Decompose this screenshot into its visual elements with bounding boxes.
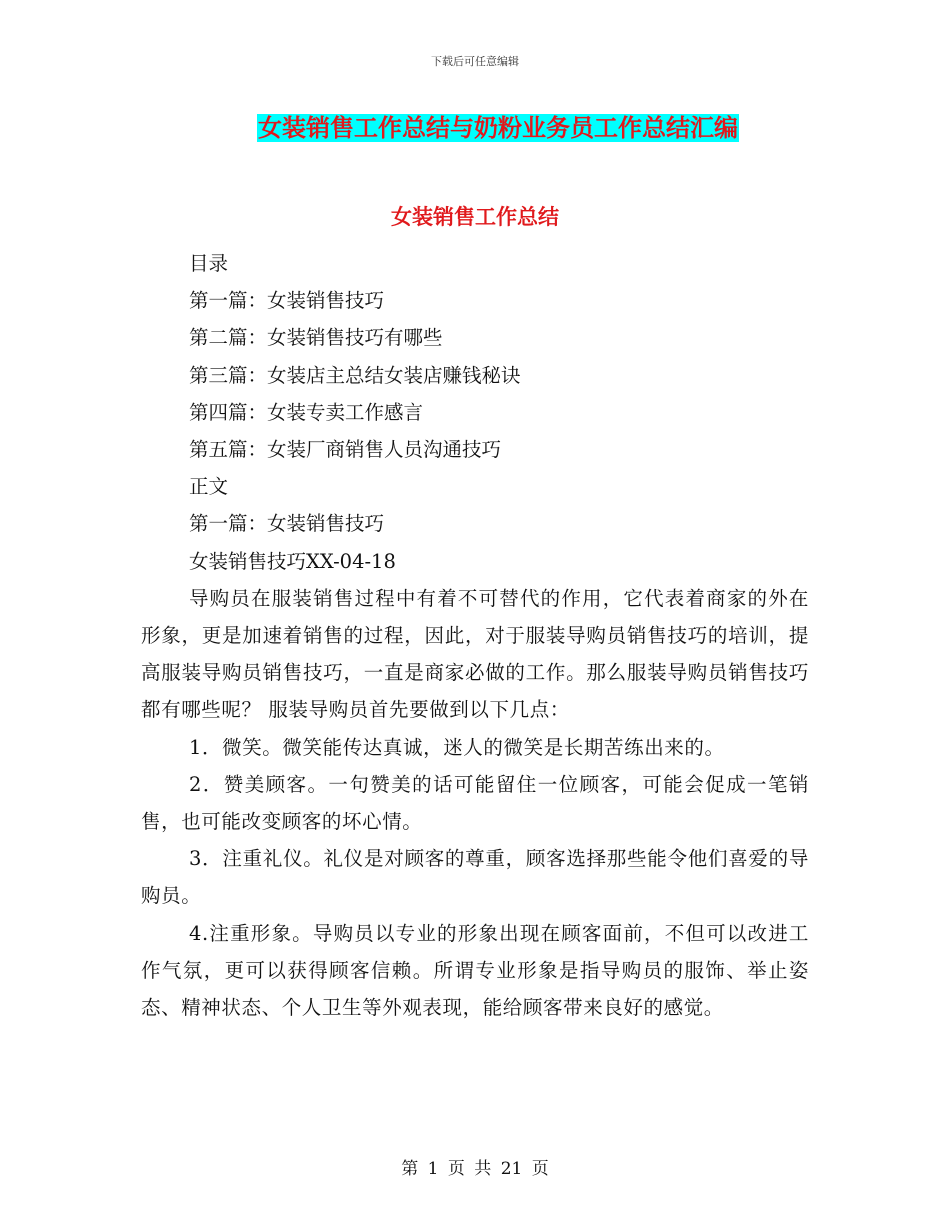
chapter-title: 第一篇：女装销售技巧 xyxy=(189,512,385,536)
document-title xyxy=(0,112,950,144)
chapter-subtitle: 女装销售技巧XX-04-18 xyxy=(189,549,396,573)
header-note: 下载后可任意编辑 xyxy=(431,55,519,68)
body-paragraph: 导购员在服装销售过程中有着不可替代的作用，它代表着商家的外在形象，更是加速着销售的过程，因此，对于服装导购员销售技巧的培训，提高服装导购员销售技巧，一直是商家必做的工作。那么服装导购员销售技巧都有哪些呢？ 服装导购员首先要做到以下几点： xyxy=(141,586,809,722)
toc-item: 第四篇：女装专卖工作感言 xyxy=(189,400,424,424)
toc-item: 第二篇：女装销售技巧有哪些 xyxy=(189,326,443,350)
body-paragraph: 3．注重礼仪。礼仪是对顾客的尊重，顾客选择那些能令他们喜爱的导购员。 xyxy=(141,847,809,908)
toc-item: 第三篇：女装店主总结女装店赚钱秘诀 xyxy=(189,363,521,387)
document-body xyxy=(141,245,809,1026)
toc-item: 第五篇：女装厂商销售人员沟通技巧 xyxy=(189,438,502,462)
body-paragraph: 4.注重形象。导购员以专业的形象出现在顾客面前，不但可以改进工作气氛，更可以获得顾客信赖。所谓专业形象是指导购员的服饰、举止姿态、精神状态、个人卫生等外观表现，能给顾客带来良好的感觉。 xyxy=(141,921,809,1020)
page-footer: 第 1 页 共 21 页 xyxy=(401,1159,549,1179)
document-title-text: 女装销售工作总结与奶粉业务员工作总结汇编 xyxy=(258,114,738,142)
body-heading: 正文 xyxy=(189,475,229,499)
toc-heading: 目录 xyxy=(189,252,229,275)
section-title: 女装销售工作总结 xyxy=(391,205,559,229)
body-paragraph: 1．微笑。微笑能传达真诚，迷人的微笑是长期苦练出来的。 xyxy=(189,735,725,759)
toc-item: 第一篇：女装销售技巧 xyxy=(189,289,385,313)
body-paragraph: 2．赞美顾客。一句赞美的话可能留住一位顾客，可能会促成一笔销售，也可能改变顾客的坏心情。 xyxy=(141,772,809,834)
